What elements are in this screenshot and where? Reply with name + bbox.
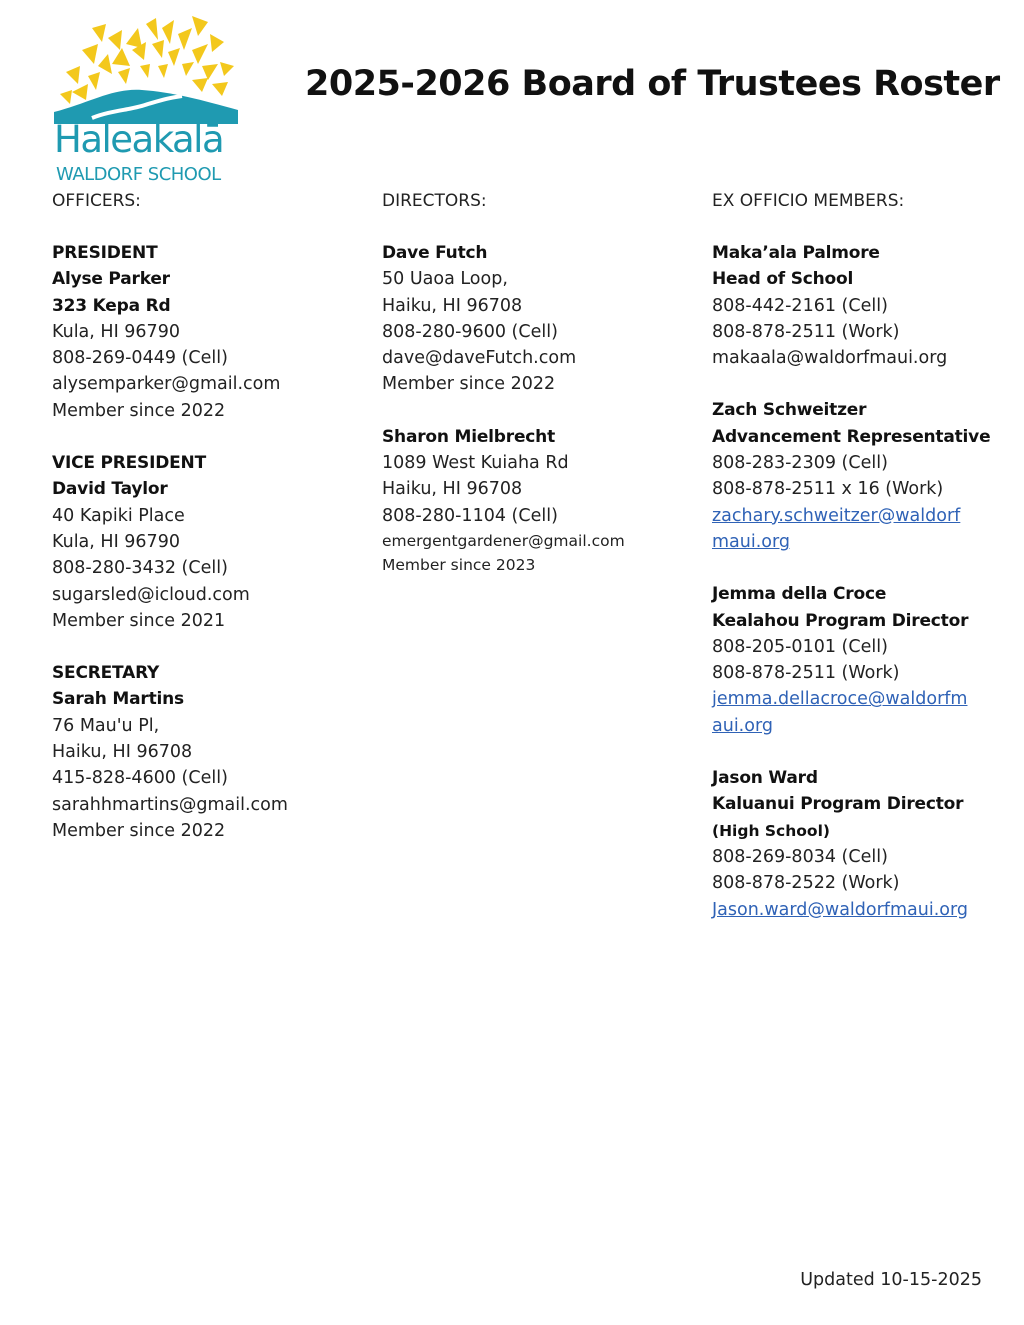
officer-role: SECRETARY [52,663,160,684]
member-name: Jemma della Croce [712,584,887,605]
officer-address: 76 Mau'u Pl, [52,715,160,736]
ex-officio-column [712,188,1002,949]
director-name: Sharon Mielbrecht [382,426,555,447]
page-title: 2025-2026 Board of Trustees Roster [305,64,1000,104]
officers-heading: OFFICERS: [52,191,141,211]
director-member-since: Member since 2022 [382,374,556,395]
directors-column [382,188,682,603]
member-email-link[interactable]: jemma.dellacroce@waldorfm [712,689,968,710]
officer-email: alysemparker@gmail.com [52,374,281,395]
director-email: emergentgardener@gmail.com [382,531,625,550]
officer-role: VICE PRESIDENT [52,453,206,474]
officer-email: sarahhmartins@gmail.com [52,794,288,815]
member-email: makaala@waldorfmaui.org [712,348,948,369]
officer-entry-secretary [52,660,352,844]
director-member-since: Member since 2023 [382,555,536,574]
member-title: Kaluanui Program Director [712,794,964,815]
member-work: 808-878-2511 (Work) [712,321,900,342]
director-city: Haiku, HI 96708 [382,479,523,500]
director-name: Dave Futch [382,243,488,263]
officer-phone: 808-280-3432 (Cell) [52,558,228,579]
member-email-link-continued[interactable]: aui.org [712,715,773,736]
ex-officio-entry [712,397,1002,555]
logo-name: Haleakalā [54,118,224,161]
officer-name: Alyse Parker [52,269,170,290]
member-cell: 808-269-8034 (Cell) [712,846,888,867]
sun-mountain-icon [52,14,242,124]
school-logo [52,14,242,185]
officers-column [52,188,352,870]
director-address: 50 Uaoa Loop, [382,269,508,290]
director-city: Haiku, HI 96708 [382,295,523,316]
member-name: Zach Schweitzer [712,400,867,421]
ex-officio-entry [712,581,1002,739]
member-name: Maka’ala Palmore [712,243,880,263]
ex-officio-entry [712,240,1002,371]
member-title: Head of School [712,269,854,290]
officer-phone: 415-828-4600 (Cell) [52,768,228,789]
member-email-link[interactable]: Jason.ward@waldorfmaui.org [712,899,968,920]
director-address: 1089 West Kuiaha Rd [382,453,569,474]
director-phone: 808-280-9600 (Cell) [382,321,558,342]
officer-city: Haiku, HI 96708 [52,742,193,763]
ex-officio-entry [712,765,1002,923]
member-work: 808-878-2511 x 16 (Work) [712,479,944,500]
member-name: Jason Ward [712,768,818,789]
officer-name: David Taylor [52,479,168,500]
officer-entry-president [52,240,352,424]
director-entry [382,424,682,577]
officer-entry-vice-president [52,450,352,634]
member-email-link-continued[interactable]: maui.org [712,531,790,552]
member-title: Kealahou Program Director [712,610,969,631]
updated-date: Updated 10-15-2025 [800,1270,982,1290]
officer-role: PRESIDENT [52,243,158,263]
member-cell: 808-205-0101 (Cell) [712,636,888,657]
member-work: 808-878-2522 (Work) [712,873,900,894]
officer-address: 323 Kepa Rd [52,295,171,316]
member-cell: 808-283-2309 (Cell) [712,453,888,474]
officer-city: Kula, HI 96790 [52,321,180,342]
member-email-link[interactable]: zachary.schweitzer@waldorf [712,505,961,526]
directors-heading: DIRECTORS: [382,191,487,211]
officer-email: sugarsled@icloud.com [52,584,250,605]
member-work: 808-878-2511 (Work) [712,663,900,684]
member-cell: 808-442-2161 (Cell) [712,295,888,316]
director-phone: 808-280-1104 (Cell) [382,505,558,526]
ex-officio-heading: EX OFFICIO MEMBERS: [712,191,905,211]
officer-name: Sarah Martins [52,689,184,710]
officer-member-since: Member since 2022 [52,400,226,421]
member-title: Advancement Representative [712,426,991,447]
officer-phone: 808-269-0449 (Cell) [52,348,228,369]
officer-address: 40 Kapiki Place [52,505,185,526]
officer-city: Kula, HI 96790 [52,531,180,552]
member-subtitle: (High School) [712,821,830,840]
director-entry [382,240,682,398]
director-email: dave@daveFutch.com [382,348,577,369]
logo-subtitle: WALDORF SCHOOL [56,164,221,185]
officer-member-since: Member since 2021 [52,610,226,631]
officer-member-since: Member since 2022 [52,820,226,841]
